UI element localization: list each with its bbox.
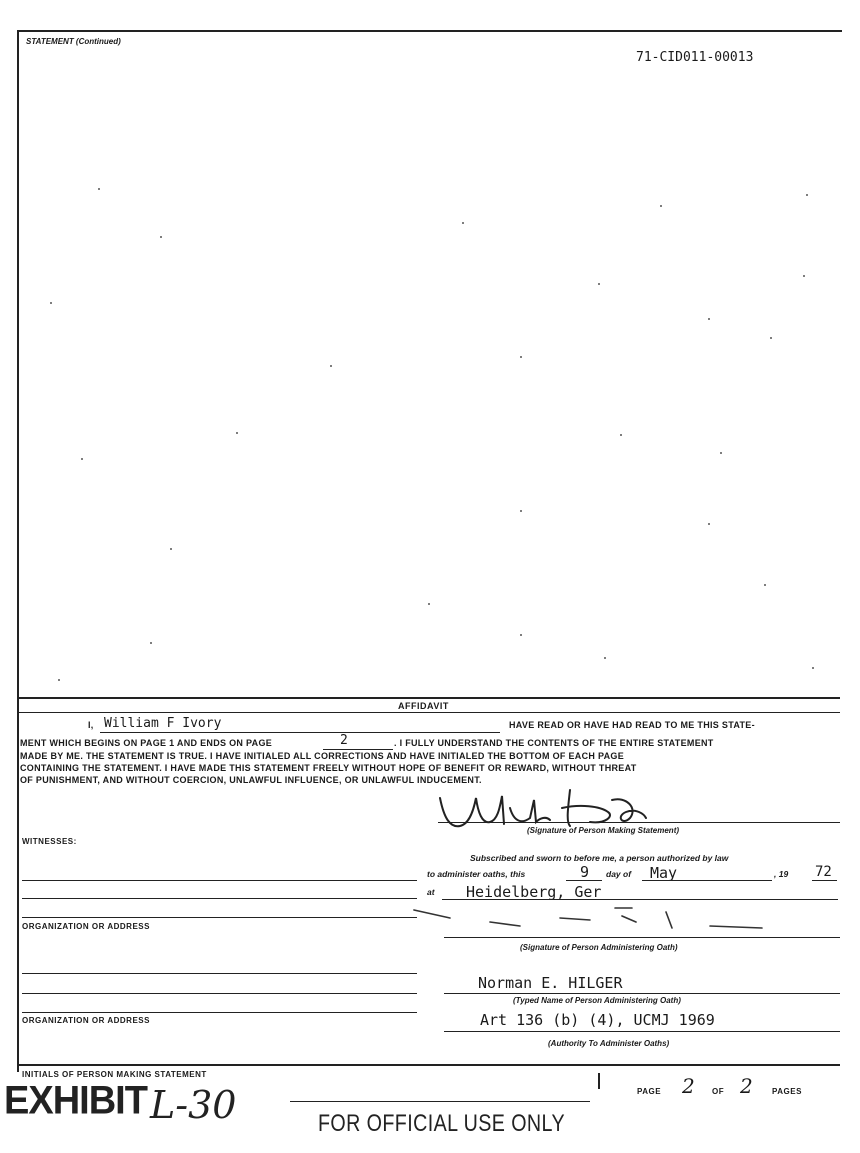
document-serial-number: 71-CID011-00013 (636, 50, 754, 65)
administering-officer-signature (410, 900, 770, 938)
witness-2-line-c (22, 1012, 417, 1013)
statement-continued-label: STATEMENT (Continued) (26, 37, 121, 46)
pages-label: PAGES (772, 1087, 802, 1096)
total-pages: 2 (740, 1074, 753, 1098)
authority-to-administer: Art 136 (b) (4), UCMJ 1969 (480, 1011, 715, 1029)
oath-year: 72 (815, 864, 832, 880)
signature-caption: (Signature of Person Making Statement) (527, 826, 680, 835)
organization-address-label-1: ORGANIZATION OR ADDRESS (22, 922, 150, 931)
affidavit-line2-start: MENT WHICH BEGINS ON PAGE 1 AND ENDS ON PAGE (20, 738, 273, 748)
affidavit-line2-end: . I FULLY UNDERSTAND THE CONTENTS OF THE ENTIRE STATEMENT (394, 738, 714, 748)
name-prefix: I, (88, 720, 94, 730)
affidavit-title-rule (17, 712, 840, 713)
affidavit-line1-end: HAVE READ OR HAVE HAD READ TO ME THIS STATE- (509, 720, 755, 730)
declarant-name-line (100, 732, 500, 733)
declarant-name: William F Ivory (104, 716, 222, 731)
exhibit-stamp: EXHIBIT (4, 1078, 147, 1124)
ends-on-page-value: 2 (340, 733, 348, 748)
typed-name-line (444, 993, 840, 994)
oath-month: May (650, 864, 678, 882)
sworn-statement-line1: Subscribed and sworn to before me, a person authorized by law (470, 853, 729, 863)
initials-divider (598, 1073, 600, 1089)
page-label: PAGE (637, 1087, 662, 1096)
oath-year-line (812, 880, 837, 881)
oath-day-line (566, 880, 602, 881)
sworn-statement-line2: to administer oaths, this (427, 869, 526, 879)
of-label: OF (712, 1087, 725, 1096)
declarant-signature-line (438, 822, 840, 823)
oath-day-of-label: day of (606, 869, 632, 879)
oath-day: 9 (580, 863, 590, 881)
affidavit-title: AFFIDAVIT (398, 701, 449, 711)
admin-signature-line (444, 937, 840, 938)
exhibit-number: L-30 (150, 1083, 237, 1127)
organization-address-label-2: ORGANIZATION OR ADDRESS (22, 1016, 150, 1025)
page-number: 2 (682, 1074, 695, 1098)
affidavit-line3: MADE BY ME. THE STATEMENT IS TRUE. I HAVE INITIALED ALL CORRECTIONS AND HAVE INITIALED THE BOTTOM OF EACH PAGE (20, 751, 625, 761)
witness-1-line-b (22, 898, 417, 899)
admin-signature-caption: (Signature of Person Administering Oath) (520, 943, 678, 952)
footer-bottom-rule (290, 1101, 590, 1102)
typed-name-caption: (Typed Name of Person Administering Oath) (513, 996, 681, 1005)
witness-1-line-c (22, 917, 417, 918)
oath-at-label: at (427, 887, 435, 897)
witness-1-line-a (22, 880, 417, 881)
affidavit-line5: OF PUNISHMENT, AND WITHOUT COERCION, UNLAWFUL INFLUENCE, OR UNLAWFUL INDUCEMENT. (20, 775, 482, 785)
footer-top-rule (17, 1064, 840, 1066)
typed-officer-name: Norman E. HILGER (478, 974, 623, 992)
witness-2-line-a (22, 973, 417, 974)
oath-year-prefix: , 19 (774, 869, 789, 879)
affidavit-line4: CONTAINING THE STATEMENT. I HAVE MADE THIS STATEMENT FREELY WITHOUT HOPE OF BENEFIT OR REWARD, WITHOUT THREAT (20, 763, 637, 773)
initials-label: INITIALS OF PERSON MAKING STATEMENT (22, 1070, 207, 1079)
official-use-banner: FOR OFFICIAL USE ONLY (318, 1110, 565, 1137)
authority-caption: (Authority To Administer Oaths) (548, 1039, 670, 1048)
witnesses-label: WITNESSES: (22, 837, 77, 846)
oath-month-line (642, 880, 772, 881)
affidavit-top-rule (17, 697, 840, 699)
oath-place: Heidelberg, Ger (466, 883, 602, 901)
authority-line (444, 1031, 840, 1032)
witness-2-line-b (22, 993, 417, 994)
